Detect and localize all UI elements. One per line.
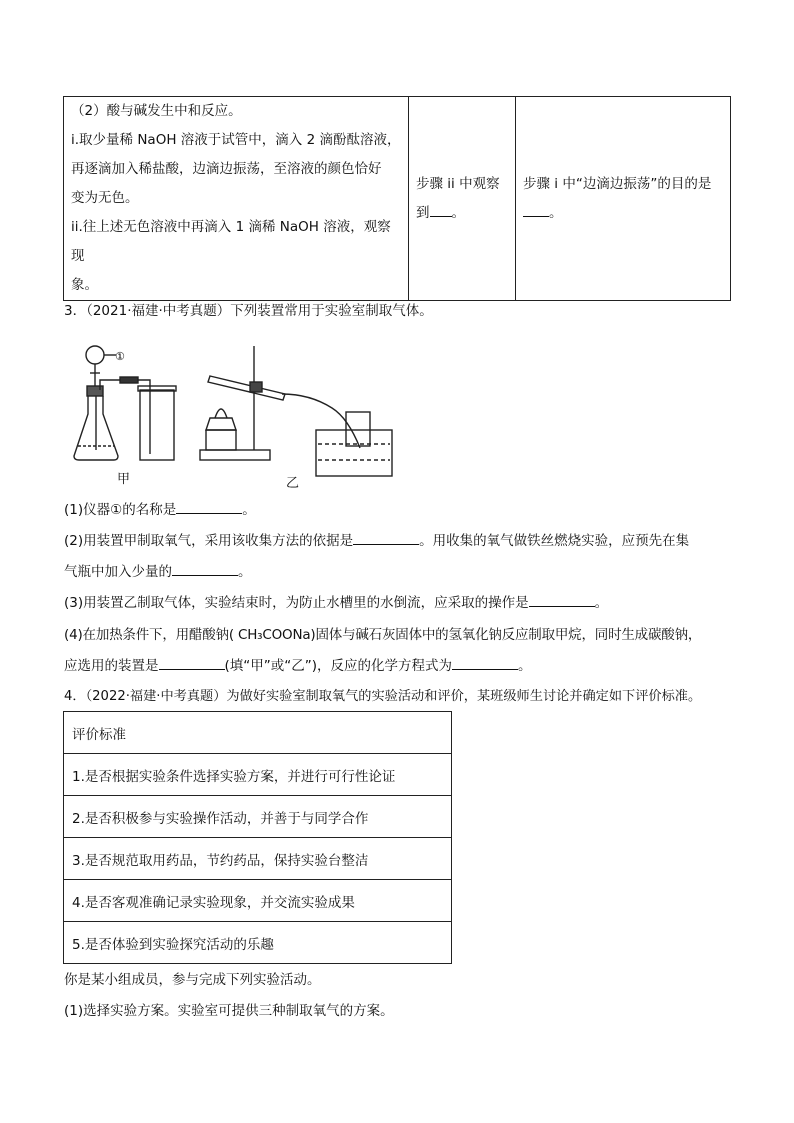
- purpose-cell: [516, 97, 731, 301]
- q3-blank-1[interactable]: [176, 499, 242, 514]
- criteria-row: 2.是否积极参与实验操作活动，并善于与同学合作: [64, 796, 452, 838]
- q3-blank-5[interactable]: [159, 655, 225, 670]
- step-i-line1: i.取少量稀 NaOH 溶液于试管中，滴入 2 滴酚酞溶液，: [71, 132, 401, 148]
- q3-blank-2[interactable]: [353, 530, 419, 545]
- purpose-line2: [523, 199, 723, 228]
- observation-prefix: 到: [416, 204, 430, 221]
- funnel-bulb-icon: [86, 346, 104, 364]
- criteria-header: 评价标准: [64, 712, 452, 754]
- step-ii-line1: ii.往上述无色溶液中再滴入 1 滴稀 NaOH 溶液，观察现: [71, 219, 391, 264]
- experiment-heading: （2）酸与碱发生中和反应。: [71, 103, 242, 119]
- label-jia: 甲: [117, 472, 131, 487]
- q3-blank-4[interactable]: [529, 592, 595, 607]
- purpose-suffix: 。: [549, 204, 563, 221]
- step-ii-line2: 象。: [71, 277, 98, 293]
- marker-label: ①: [115, 350, 125, 363]
- q3-title: 3．（2021·福建·中考真题）下列装置常用于实验室制取气体。: [64, 303, 433, 319]
- q3-blank-6[interactable]: [452, 655, 518, 670]
- step-i-line3: 变为无色。: [71, 190, 139, 206]
- observation-line2: [416, 199, 508, 228]
- purpose-blank[interactable]: [523, 202, 549, 217]
- q3-part3: (3)用装置乙制取气体，实验结束时，为防止水槽里的水倒流，应采取的操作是 。: [64, 588, 608, 618]
- q3-part2-line2: 气瓶中加入少量的 。: [64, 557, 252, 587]
- label-yi: 乙: [286, 476, 300, 491]
- gas-jar-icon: [140, 390, 174, 460]
- q3-blank-3[interactable]: [172, 561, 238, 576]
- criteria-row: 5.是否体验到实验探究活动的乐趣: [64, 922, 452, 964]
- q3-part4-line1: (4)在加热条件下，用醋酸钠( CH₃COONa)固体与碱石灰固体中的氢氧化钠反应制取甲烷，同时生成碳酸钠，: [64, 627, 702, 643]
- criteria-table: [63, 711, 452, 964]
- water-trough-icon: [316, 430, 392, 476]
- q4-after-1: 你是某小组成员，参与完成下列实验活动。: [64, 972, 321, 988]
- observation-line1: 步骤 ii 中观察: [416, 175, 500, 192]
- q3-part2-line1: (2)用装置甲制取氧气，采用该收集方法的依据是 。用收集的氧气做铁丝燃烧实验，应预先在集: [64, 526, 689, 556]
- observation-blank[interactable]: [430, 202, 452, 217]
- q3-part1: (1)仪器①的名称是 。: [64, 495, 256, 525]
- purpose-line1: 步骤 i 中“边滴边振荡”的目的是: [523, 175, 712, 192]
- observation-cell: [409, 97, 516, 301]
- q3-part4-line2: 应选用的装置是 (填“甲”或“乙”)，反应的化学方程式为 。: [64, 651, 532, 681]
- collecting-bottle-icon: [346, 412, 370, 446]
- q4-title: 4．（2022·福建·中考真题）为做好实验室制取氧气的实验活动和评价，某班级师生讨论并确定如下评价标准。: [64, 689, 702, 704]
- test-tube-icon: [208, 376, 285, 400]
- criteria-row: 4.是否客观准确记录实验现象，并交流实验成果: [64, 880, 452, 922]
- step-i-line2: 再逐滴加入稀盐酸，边滴边振荡，至溶液的颜色恰好: [71, 161, 382, 177]
- q4-after-2: (1)选择实验方案。实验室可提供三种制取氧气的方案。: [64, 1003, 394, 1019]
- experiment-steps-cell: [64, 97, 409, 301]
- criteria-row: 1.是否根据实验条件选择实验方案，并进行可行性论证: [64, 754, 452, 796]
- criteria-row: 3.是否规范取用药品，节约药品，保持实验台整洁: [64, 838, 452, 880]
- alcohol-lamp-icon: [206, 418, 236, 430]
- observation-suffix: 。: [451, 204, 465, 221]
- experiment-table: [63, 96, 731, 301]
- stand-base-icon: [200, 450, 270, 460]
